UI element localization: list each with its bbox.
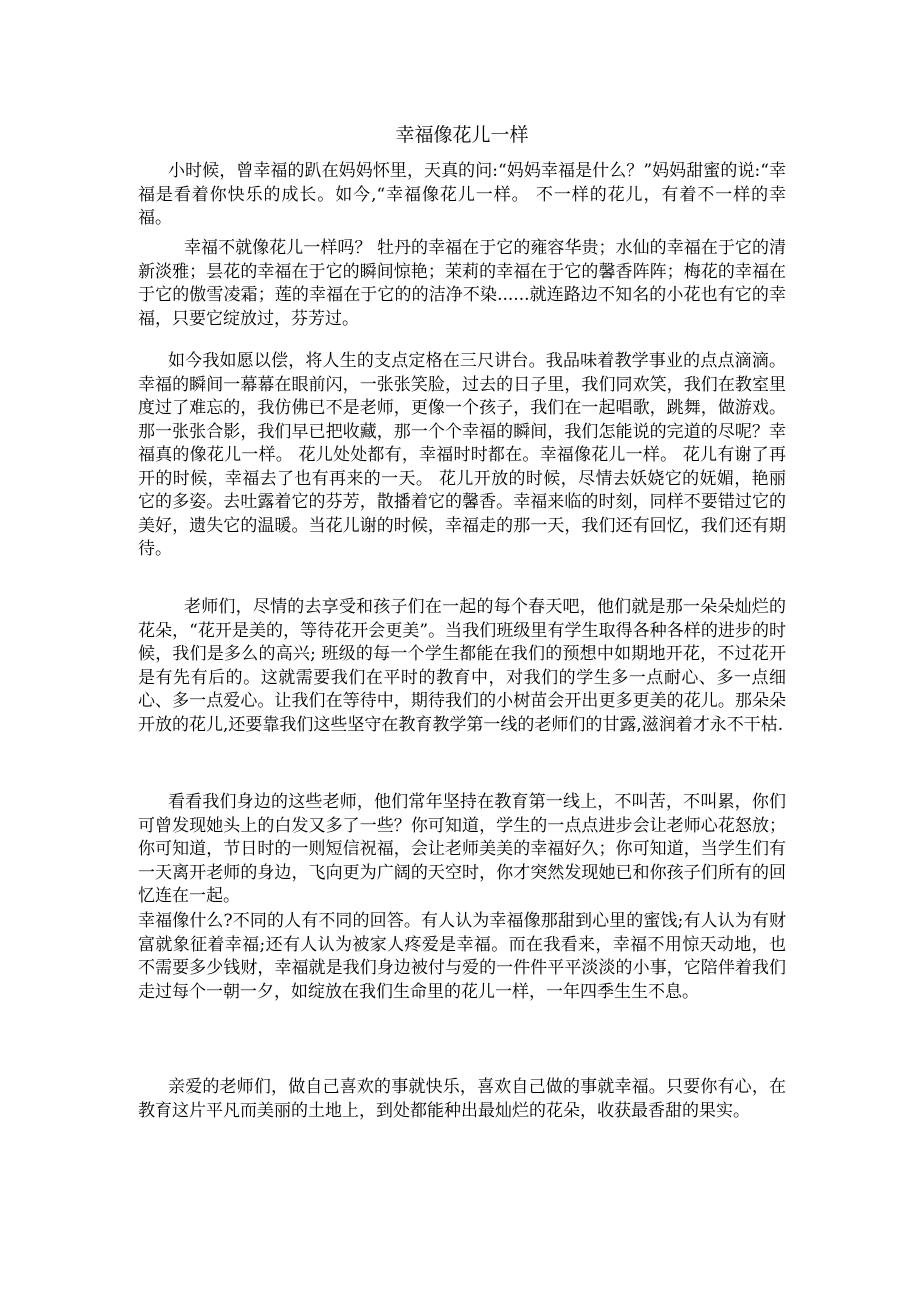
document-title: 幸福像花儿一样: [395, 124, 529, 146]
paragraph-5: 看看我们身边的这些老师，他们常年坚持在教育第一线上，不叫苦，不叫累，你们可曾发现她头上的白发又多了一些？你可知道，学生的一点点进步会让老师心花怒放；你可知道，节日时的一则短信祝福，会让老师美美的幸福好久；你可知道，当学生们有一天离开老师的身边，飞向更为广阔的天空时，你才突然发现她已和你孩子们所有的回忆连在一起。: [138, 792, 786, 906]
paragraph-2: 幸福不就像花儿一样吗？ 牡丹的幸福在于它的雍容华贵；水仙的幸福在于它的清新淡雅；昙花的幸福在于它的瞬间惊艳；茉莉的幸福在于它的馨香阵阵；梅花的幸福在于它的傲雪凌霜；莲的幸福在于它的的洁净不染......就连路边不知名的小花也有它的幸福，只要它绽放过，芬芳过。: [138, 238, 786, 329]
paragraph-3: 如今我如愿以偿，将人生的支点定格在三尺讲台。我品味着教学事业的点点滴滴。幸福的瞬间一幕幕在眼前闪，一张张笑脸，过去的日子里，我们同欢笑，我们在教室里度过了难忘的，我仿佛已不是老师，更像一个孩子，我们在一起唱歌，跳舞，做游戏。那一张张合影，我们早已把收藏，那一个个幸福的瞬间，我们怎能说的完道的尽呢？幸福真的像花儿一样。 花儿处处都有，幸福时时都在。幸福像花儿一样。 花儿有谢了再开的时候，幸福去了也有再来的一天。 花儿开放的时候，尽情去妖娆它的妩媚，艳丽它的多姿。去吐露着它的芬芳，散播着它的馨香。幸福来临的时刻，同样不要错过它的美好，遗失它的温暖。当花儿谢的时候，幸福走的那一天，我们还有回忆，我们还有期待。: [138, 351, 786, 559]
paragraph-7: 亲爱的老师们，做自己喜欢的事就快乐，喜欢自己做的事就幸福。只要你有心，在教育这片平凡而美丽的土地上，到处都能种出最灿烂的花朵，收获最香甜的果实。: [138, 1077, 786, 1121]
paragraph-1: 小时候，曾幸福的趴在妈妈怀里，天真的问:“妈妈幸福是什么？”妈妈甜蜜的说:“幸福是看着你快乐的成长。如今,“幸福像花儿一样。 不一样的花儿，有着不一样的幸福。: [138, 161, 786, 228]
paragraph-4: 老师们，尽情的去享受和孩子们在一起的每个春天吧，他们就是那一朵朵灿烂的花朵，“花开是美的，等待花开会更美”。当我们班级里有学生取得各种各样的进步的时候，我们是多么的高兴; 班级的每一个学生都能在我们的预想中如期地开花，不过花开是有先有后的。这就需要我们在平时的教育中，对我们的学生多一点耐心、多一点细心、多一点爱心。让我们在等待中，期待我们的小树苗会开出更多更美的花儿。那朵朵开放的花儿,还要靠我们这些坚守在教育教学第一线的老师们的甘露,滋润着才永不干枯.: [138, 597, 786, 735]
paragraph-6: 幸福像什么?不同的人有不同的回答。有人认为幸福像那甜到心里的蜜饯;有人认为有财富就象征着幸福;还有人认为被家人疼爱是幸福。而在我看来，幸福不用惊天动地，也不需要多少钱财，幸福就是我们身边被付与爱的一件件平平淡淡的小事，它陪伴着我们走过每个一朝一夕，如绽放在我们生命里的花儿一样，一年四季生生不息。: [138, 911, 786, 1002]
